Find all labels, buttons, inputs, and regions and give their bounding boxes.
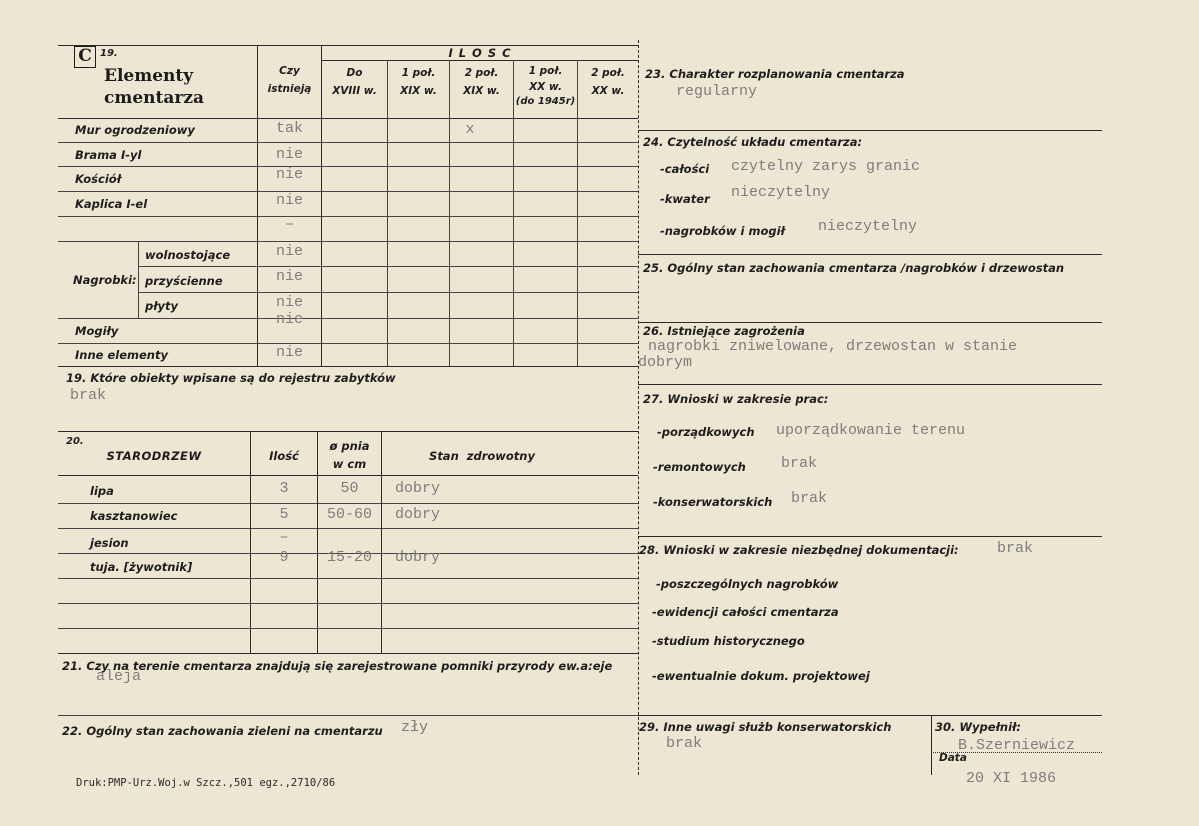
rule xyxy=(58,343,638,344)
q28-item: -studium historycznego xyxy=(652,634,805,648)
inne-label: Inne elementy xyxy=(75,348,168,362)
rule xyxy=(58,366,638,367)
q27-item-answer: brak xyxy=(781,455,818,472)
period-header: XVIII w. xyxy=(332,85,377,97)
q23-label: 23. Charakter rozplanowania cmentarza xyxy=(645,67,905,81)
tree-diameter: 50 xyxy=(340,480,359,497)
nagrobki-exists: nie xyxy=(275,268,303,285)
q24-item-label: -nagrobków i mogił xyxy=(660,224,785,238)
rule xyxy=(387,60,388,366)
q24-item-label: -kwater xyxy=(660,192,710,206)
print-info: Druk:PMP-Urz.Woj.w Szcz.,501 egz.,2710/86 xyxy=(76,777,336,789)
q19-answer: brak xyxy=(70,387,107,404)
q26-label: 26. Istniejące zagrożenia xyxy=(643,324,805,338)
rule xyxy=(381,431,382,653)
rule xyxy=(58,503,638,504)
rule xyxy=(638,715,1102,716)
inne-exists: nie xyxy=(275,344,303,361)
q24-item-answer: czytelny zarys granic xyxy=(731,158,921,175)
section-title-line1: Elementy xyxy=(104,66,194,86)
q22-answer: zły xyxy=(401,719,429,736)
row-label: Kaplica I-el xyxy=(75,197,148,211)
q29-answer: brak xyxy=(666,735,703,752)
q22-label: 22. Ogólny stan zachowania zieleni na cmentarzu xyxy=(62,724,383,738)
tree-qty: 9 xyxy=(279,549,289,566)
rule xyxy=(58,528,638,529)
rule xyxy=(638,536,1102,537)
q28-item: -ewentualnie dokum. projektowej xyxy=(652,669,870,683)
tree-health: dobry xyxy=(395,480,441,497)
tree-name: lipa xyxy=(90,484,114,498)
tree-name: jesion xyxy=(90,536,129,550)
period-header: 2 poł. xyxy=(464,67,499,79)
rule xyxy=(638,254,1102,255)
tree-name: tuja. [żywotnik] xyxy=(90,560,193,574)
row-exists: tak xyxy=(275,120,303,137)
q27-item-answer: brak xyxy=(791,490,828,507)
q19-label: 19. Które obiekty wpisane są do rejestru zabytków xyxy=(66,371,396,385)
row-period-mark: x xyxy=(465,121,475,138)
rule xyxy=(638,130,1102,131)
row-label: Kościół xyxy=(75,172,121,186)
tree-diameter: 15-20 xyxy=(326,549,372,566)
rule xyxy=(931,752,1102,753)
row-exists: nie xyxy=(275,166,303,183)
tree-qty: 3 xyxy=(279,480,289,497)
period-header: Do xyxy=(346,67,363,79)
q28-item: -poszczególnych nagrobków xyxy=(656,577,839,591)
period-header: XIX w. xyxy=(400,85,437,97)
q27-item-label: -konserwatorskich xyxy=(653,495,773,509)
rule xyxy=(138,241,139,318)
row-exists: nie xyxy=(275,192,303,209)
q26-answer-line2: dobrym xyxy=(638,354,693,371)
q28-item: -ewidencji całości cmentarza xyxy=(652,605,839,619)
rule xyxy=(577,60,578,366)
rule xyxy=(138,292,638,293)
rule xyxy=(58,142,638,143)
rule xyxy=(322,60,638,61)
nagrobki-type: płyty xyxy=(145,299,179,313)
mogily-exists: nie xyxy=(275,311,303,328)
period-header: XIX w. xyxy=(463,85,500,97)
q20-header-qty: Ilość xyxy=(269,449,299,463)
q24-item-answer: nieczytelny xyxy=(731,184,831,201)
rule xyxy=(58,715,638,716)
center-divider xyxy=(638,40,639,775)
rule xyxy=(931,715,932,775)
q29-label: 29. Inne uwagi służb konserwatorskich xyxy=(639,720,892,734)
q20-header-health: Stan zdrowotny xyxy=(429,449,535,463)
period-header: (do 1945r) xyxy=(515,96,576,107)
q20-header-name: STARODRZEW xyxy=(106,449,202,463)
tree-diameter: 50-60 xyxy=(326,506,372,523)
rule xyxy=(58,216,638,217)
q23-answer: regularny xyxy=(676,83,758,100)
tree-health: dobry xyxy=(395,549,441,566)
rule xyxy=(58,628,638,629)
period-header: XX w. xyxy=(529,81,562,93)
nagrobki-label: Nagrobki: xyxy=(73,273,137,287)
q20-header-diameter: ø pnia xyxy=(329,439,370,453)
rule xyxy=(58,166,638,167)
rule xyxy=(138,266,638,267)
q30-date-label: Data xyxy=(939,752,967,764)
tree-qty: 5 xyxy=(279,506,289,523)
q30-label: 30. Wypełnił: xyxy=(935,720,1021,734)
q27-item-answer: uporządkowanie terenu xyxy=(776,422,966,439)
q24-item-label: -całości xyxy=(660,162,710,176)
rule xyxy=(58,475,638,476)
rule xyxy=(58,578,638,579)
row-label: Mur ogrodzeniowy xyxy=(75,123,195,137)
q30-date: 20 XI 1986 xyxy=(966,770,1057,787)
rule xyxy=(58,431,638,432)
q20-header-diameter-unit: w cm xyxy=(332,457,367,471)
rule xyxy=(638,322,1102,323)
nagrobki-type: przyścienne xyxy=(145,274,223,288)
nagrobki-exists: nie xyxy=(275,294,303,311)
rule xyxy=(58,653,638,654)
section-title-line2: cmentarza xyxy=(104,88,205,108)
rule xyxy=(58,191,638,192)
tree-health: dobry xyxy=(395,506,441,523)
qty-header: I L O S C xyxy=(448,46,512,60)
tree-name: kasztanowiec xyxy=(90,509,178,523)
q30-name: B.Szerniewicz xyxy=(958,737,1076,754)
q25-label: 25. Ogólny stan zachowania cmentarza /nagrobków i drzewostan xyxy=(643,261,1065,275)
q28-label: 28. Wnioski w zakresie niezbędnej dokumentacji: xyxy=(639,543,959,557)
q21-label: 21. Czy na terenie cmentarza znajdują się zarejestrowane pomniki przyrody ew.a:eje xyxy=(62,659,613,673)
rule xyxy=(58,118,638,119)
q24-label: 24. Czytelność układu cmentarza: xyxy=(643,135,863,149)
section-number: 19. xyxy=(100,48,118,59)
section-letter: C xyxy=(74,46,96,68)
q24-item-answer: nieczytelny xyxy=(818,218,918,235)
tree-qty: – xyxy=(279,529,289,546)
q27-label: 27. Wnioski w zakresie prac: xyxy=(643,392,829,406)
period-header: 2 poł. xyxy=(591,67,625,79)
rule xyxy=(58,318,638,319)
period-header: 1 poł. xyxy=(528,65,563,77)
q20-number: 20. xyxy=(66,436,84,447)
period-header: XX w. xyxy=(591,85,625,97)
q26-answer-line1: nagrobki zniwelowane, drzewostan w stanie xyxy=(648,338,1018,355)
rule xyxy=(58,241,638,242)
nagrobki-exists: nie xyxy=(275,243,303,260)
col-exists-header: Czy istnieją xyxy=(267,65,312,95)
rule xyxy=(638,384,1102,385)
nagrobki-type: wolnostojące xyxy=(145,248,231,262)
row-exists: – xyxy=(284,216,294,233)
row-exists: nie xyxy=(275,146,303,163)
mogily-label: Mogiły xyxy=(75,324,119,338)
row-label: Brama I-yl xyxy=(75,148,142,162)
period-header: 1 poł. xyxy=(401,67,436,79)
q28-answer: brak xyxy=(997,540,1034,557)
q27-item-label: -remontowych xyxy=(653,460,746,474)
rule xyxy=(58,603,638,604)
q27-item-label: -porządkowych xyxy=(657,425,755,439)
q21-answer: aleja xyxy=(96,668,142,685)
rule xyxy=(449,60,450,366)
